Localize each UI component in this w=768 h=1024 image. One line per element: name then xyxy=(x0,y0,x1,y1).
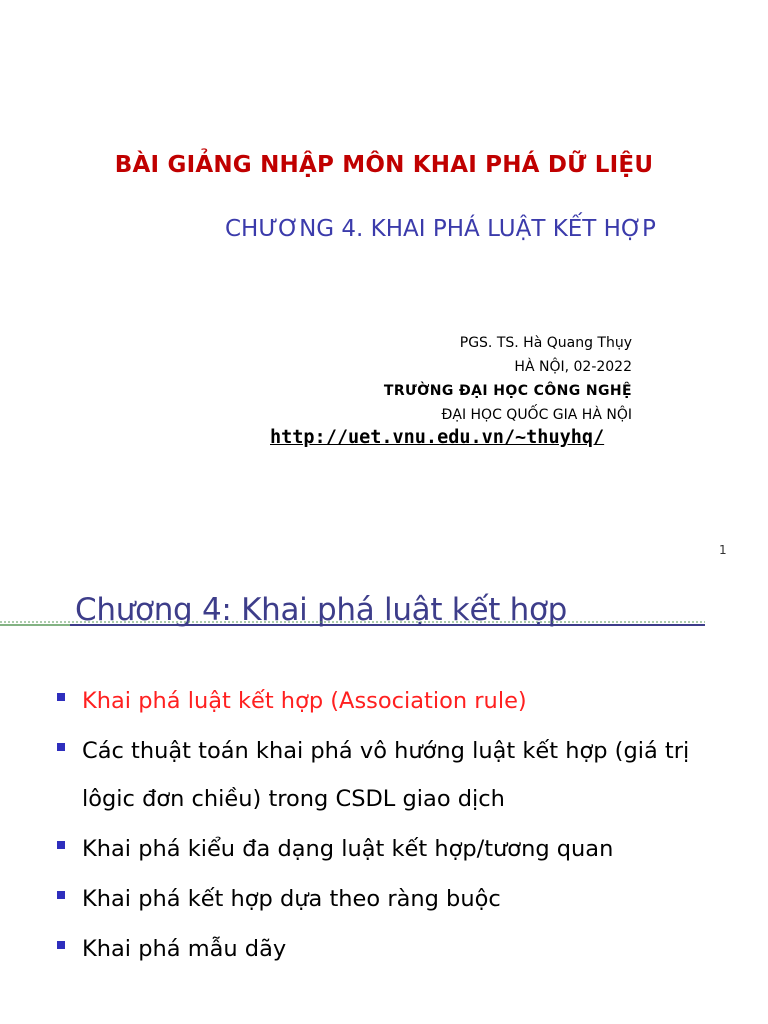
date-text: HÀ NỘI, 02-2022 xyxy=(514,359,632,375)
page-number: 1 xyxy=(719,543,727,557)
square-bullet-icon xyxy=(57,743,65,751)
square-bullet-icon xyxy=(57,841,65,849)
author-name: PGS. TS. Hà Quang Thụy xyxy=(459,335,632,351)
author-url-link[interactable]: http://uet.vnu.edu.vn/~thuyhq/ xyxy=(270,427,605,448)
bullet-item: Các thuật toán khai phá vô hướng luật kết hợp (giá trị lôgic đơn chiều) trong CSDL giao dịch xyxy=(55,727,735,823)
square-bullet-icon xyxy=(57,891,65,899)
bullet-list xyxy=(55,677,735,975)
bullet-item: Khai phá kết hợp dựa theo ràng buộc xyxy=(55,875,735,923)
lecture-title: BÀI GIẢNG NHẬP MÔN KHAI PHÁ DỮ LIỆU xyxy=(114,152,654,178)
title-underline-rule xyxy=(0,620,705,628)
university-name: TRƯỜNG ĐẠI HỌC CÔNG NGHỆ xyxy=(383,383,632,399)
chapter-subtitle: CHƯƠNG 4. KHAI PHÁ LUẬT KẾT HỢP xyxy=(225,216,656,242)
slide-title: Chương 4: Khai phá luật kết hợp xyxy=(75,592,568,628)
bullet-item: Khai phá luật kết hợp (Association rule) xyxy=(55,677,735,725)
author-info xyxy=(384,331,632,427)
square-bullet-icon xyxy=(57,693,65,701)
bullet-item: Khai phá mẫu dãy xyxy=(55,925,735,973)
organization-name: ĐẠI HỌC QUỐC GIA HÀ NỘI xyxy=(441,407,632,423)
slide-2 xyxy=(0,572,768,1024)
square-bullet-icon xyxy=(57,941,65,949)
bullet-item: Khai phá kiểu đa dạng luật kết hợp/tương quan xyxy=(55,825,735,873)
